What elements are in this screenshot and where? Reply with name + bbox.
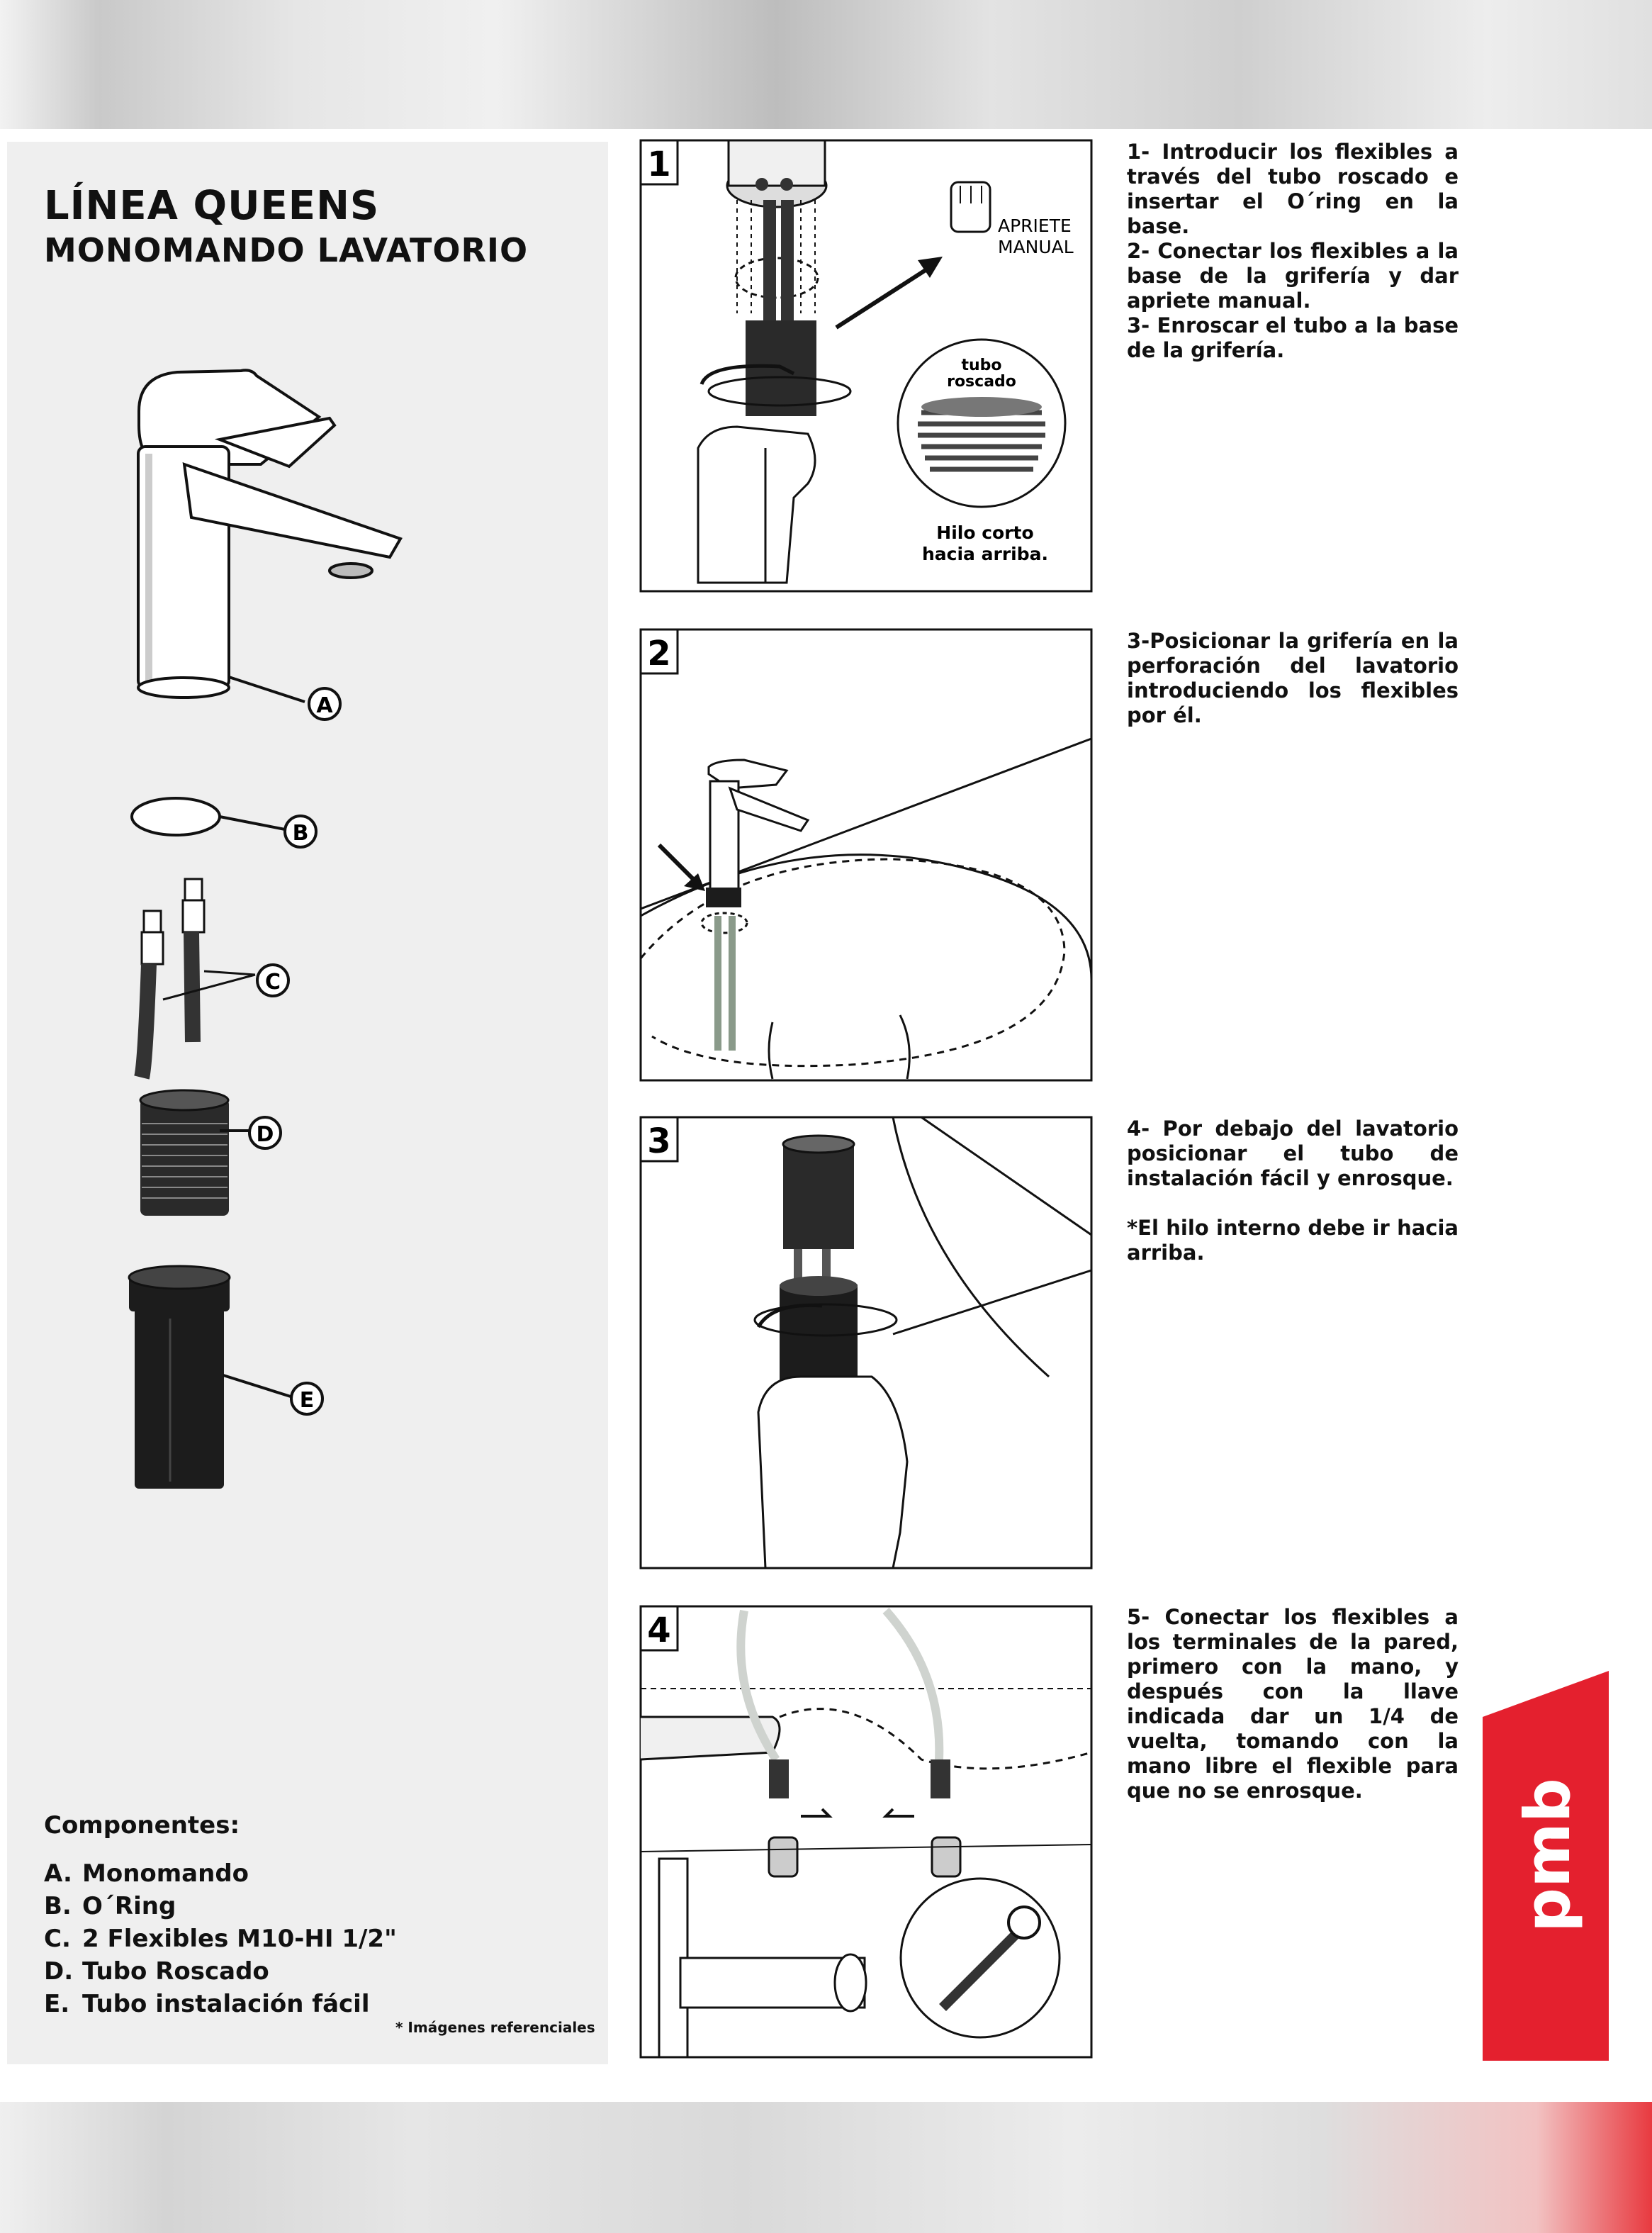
background-blur-bottom (0, 2102, 1652, 2233)
component-item: E. Tubo instalación fácil (44, 1990, 370, 2018)
part-c-label: C (264, 970, 281, 995)
part-d-label: D (256, 1122, 274, 1147)
hilo-corto-label: Hilo corto (936, 522, 1034, 543)
component-item: A. Monomando (44, 1859, 249, 1888)
component-item: B. O´Ring (44, 1892, 176, 1920)
tubo-label: tubo (961, 357, 1002, 374)
part-a-label: A (316, 693, 333, 718)
step-1-instructions: 1- Introducir los flexibles a través del tubo roscado e insertar el O´ring en la base. 2- Conectar los flexibles a la base de la grifería y dar apriete manual. 3- Enroscar el tubo a la base de la grifería. (1127, 140, 1459, 362)
step-2-number: 2 (647, 634, 671, 673)
apriete-label: APRIETE (998, 216, 1072, 236)
step-2-panel (641, 629, 1091, 1080)
step-4-number: 4 (647, 1611, 671, 1650)
steps-illustrations (0, 129, 1652, 2102)
roscado-label: roscado (947, 373, 1016, 391)
step-3-number: 3 (647, 1121, 671, 1161)
step-1-number: 1 (647, 145, 671, 184)
step-4-panel (641, 1606, 1091, 2057)
step-3-panel (641, 1117, 1091, 1568)
product-line-title: LÍNEA QUEENS (44, 183, 380, 229)
step-4-instructions: 5- Conectar los flexibles a los terminales de la pared, primero con la mano, y después con la llave indicada dar un 1/4 de vuelta, tomando con la mano libre el flexible para que no se enrosque. (1127, 1605, 1459, 1803)
instruction-sheet (0, 129, 1652, 2102)
step-2-instructions: 3-Posicionar la grifería en la perforación del lavatorio introduciendo los flexibles por él. (1127, 629, 1459, 727)
fist-icon (951, 182, 990, 232)
components-heading: Componentes: (44, 1811, 240, 1840)
part-e-label: E (299, 1388, 315, 1413)
product-subtitle: MONOMANDO LAVATORIO (44, 231, 529, 269)
part-b-label: B (292, 821, 309, 846)
manual-label: MANUAL (998, 237, 1074, 257)
brand-logo-text: pmb (1510, 1778, 1584, 1932)
component-item: C. 2 Flexibles M10-HI 1/2" (44, 1925, 397, 1953)
step-1-panel (641, 140, 1091, 591)
hacia-arriba-label: hacia arriba. (922, 544, 1048, 564)
background-blur-top (0, 0, 1652, 129)
step-3-instructions: 4- Por debajo del lavatorio posicionar el tubo de instalación fácil y enrosque. *El hilo interno debe ir hacia arriba. (1127, 1116, 1459, 1265)
component-item: D. Tubo Roscado (44, 1957, 269, 1986)
reference-images-note: * Imágenes referenciales (395, 2019, 595, 2036)
